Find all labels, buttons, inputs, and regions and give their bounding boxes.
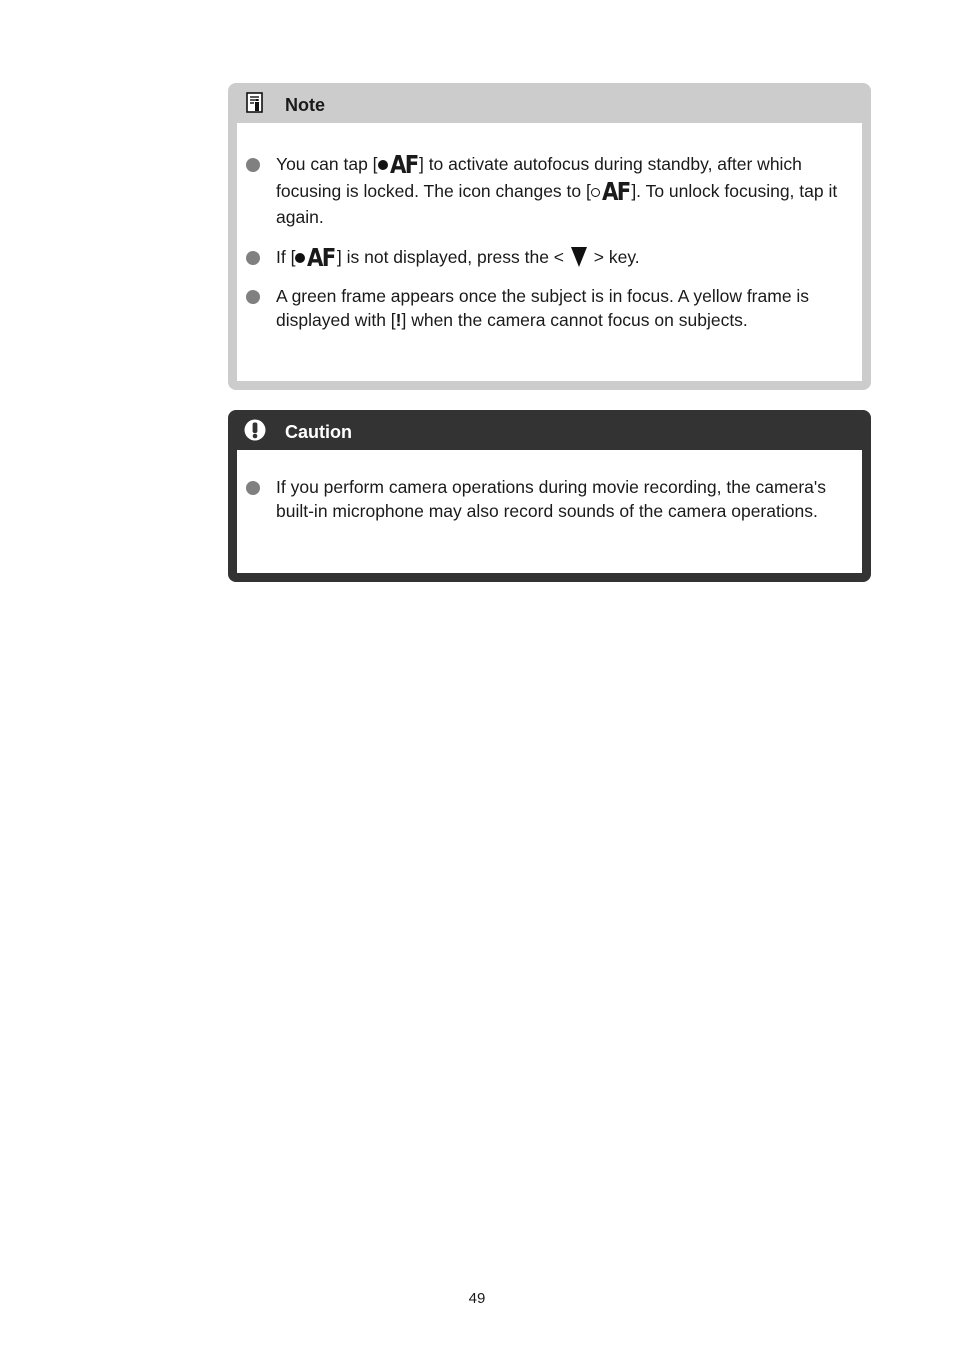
af-locked-icon: AF (591, 182, 631, 207)
note-item-text: A green frame appears once the subject is in focus. A yellow frame is displayed with [!] when the camera cannot focus on subjects. (276, 286, 810, 330)
af-tap-icon: AF (295, 248, 336, 273)
caution-box (228, 410, 871, 582)
bullet-icon (246, 290, 260, 304)
caution-item-text: If you perform camera operations during movie recording, the camera's built-in microphone may also record sounds of the camera operations. (276, 477, 826, 521)
note-title: Note (285, 95, 325, 115)
af-tap-icon: AF (378, 155, 419, 180)
page-number: 49 (468, 1290, 486, 1307)
note-item-text: If [ AF ] is not displayed, press the < > key. (276, 243, 640, 272)
note-box (228, 83, 871, 390)
note-item-text: You can tap [ AF ] to activate autofocus during standby, after which focusing is locked. The icon changes to [ AF ]. To unlock focusing, tap it again. (276, 150, 838, 227)
note-header (228, 83, 871, 123)
note-icon (244, 92, 266, 114)
bullet-icon (246, 158, 260, 172)
note-body (237, 123, 862, 381)
caution-title: Caution (285, 422, 352, 442)
warning-exclaim: ! (395, 309, 402, 330)
caution-header (228, 410, 871, 450)
caution-body (237, 450, 862, 573)
bullet-icon (246, 481, 260, 495)
down-triangle-icon (571, 247, 587, 267)
bullet-icon (246, 251, 260, 265)
caution-icon (244, 419, 266, 441)
